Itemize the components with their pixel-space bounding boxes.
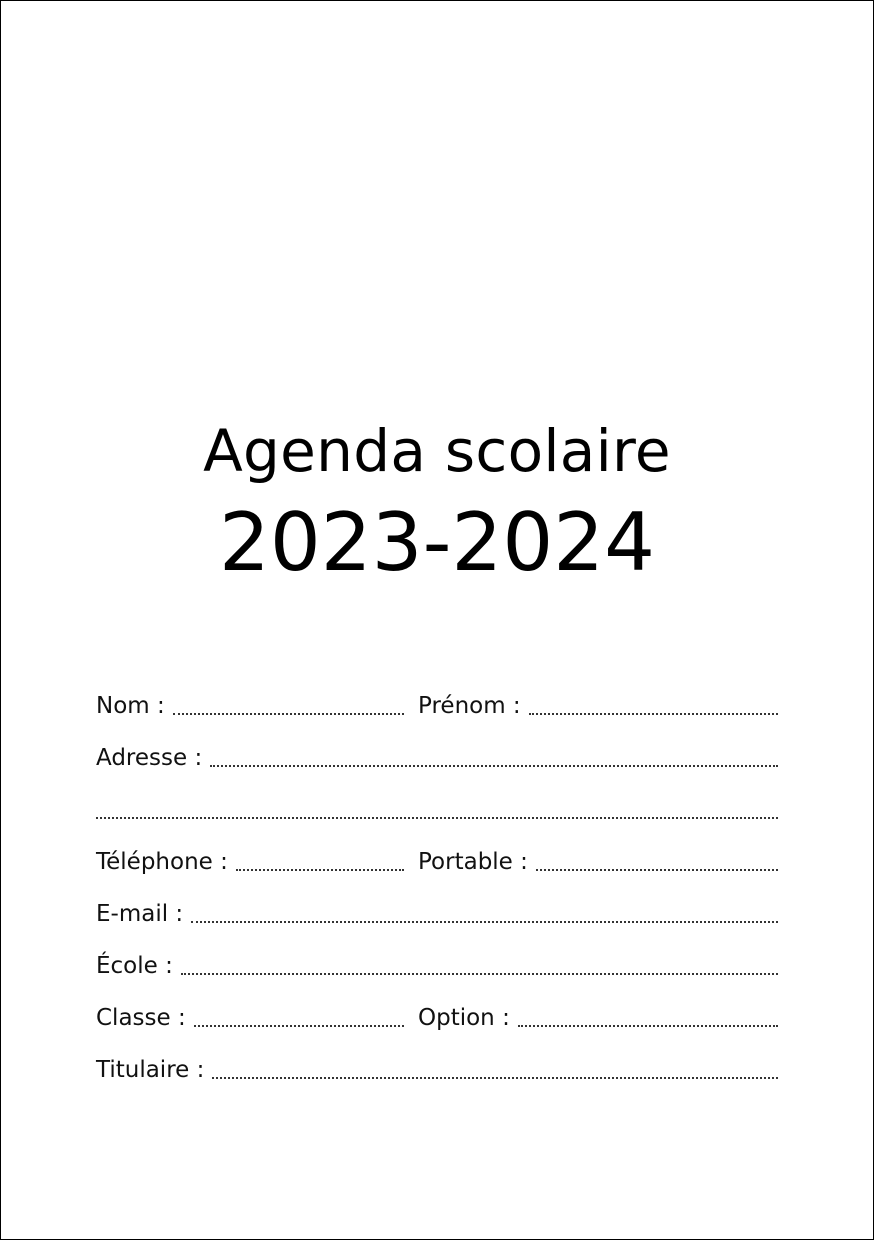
portable-label: Portable : (418, 849, 528, 875)
form-row-name (96, 671, 778, 723)
option-field[interactable] (418, 1001, 778, 1035)
ecole-field[interactable] (96, 949, 778, 983)
email-field[interactable] (96, 897, 778, 931)
page-title: Agenda scolaire (203, 417, 671, 485)
email-dotted-line[interactable] (191, 921, 778, 923)
nom-dotted-line[interactable] (173, 713, 404, 715)
form-row-address (96, 723, 778, 775)
prenom-label: Prénom : (418, 693, 521, 719)
adresse-continued-field[interactable] (96, 817, 778, 827)
classe-field[interactable] (96, 1001, 404, 1035)
portable-field[interactable] (418, 845, 778, 879)
form-row-class (96, 983, 778, 1035)
student-info-form (96, 671, 778, 1087)
prenom-dotted-line[interactable] (529, 713, 778, 715)
nom-label: Nom : (96, 693, 165, 719)
email-label: E-mail : (96, 901, 184, 927)
titulaire-dotted-line[interactable] (212, 1077, 778, 1079)
nom-field[interactable] (96, 689, 404, 723)
portable-dotted-line[interactable] (536, 869, 778, 871)
form-row-school (96, 931, 778, 983)
titulaire-label: Titulaire : (96, 1057, 205, 1083)
classe-label: Classe : (96, 1005, 186, 1031)
adresse-continued-dotted-line[interactable] (96, 817, 778, 819)
adresse-field[interactable] (96, 741, 778, 775)
form-row-email (96, 879, 778, 931)
ecole-dotted-line[interactable] (181, 973, 778, 975)
telephone-dotted-line[interactable] (236, 869, 404, 871)
adresse-label: Adresse : (96, 745, 203, 771)
telephone-field[interactable] (96, 845, 404, 879)
adresse-dotted-line[interactable] (210, 765, 778, 767)
form-row-teacher (96, 1035, 778, 1087)
telephone-label: Téléphone : (96, 849, 228, 875)
classe-dotted-line[interactable] (194, 1025, 404, 1027)
form-row-phones (96, 827, 778, 879)
titulaire-field[interactable] (96, 1053, 778, 1087)
ecole-label: École : (96, 953, 173, 979)
option-label: Option : (418, 1005, 510, 1031)
school-year: 2023-2024 (218, 496, 656, 589)
prenom-field[interactable] (418, 689, 778, 723)
option-dotted-line[interactable] (518, 1025, 778, 1027)
form-row-address-continued (96, 775, 778, 827)
